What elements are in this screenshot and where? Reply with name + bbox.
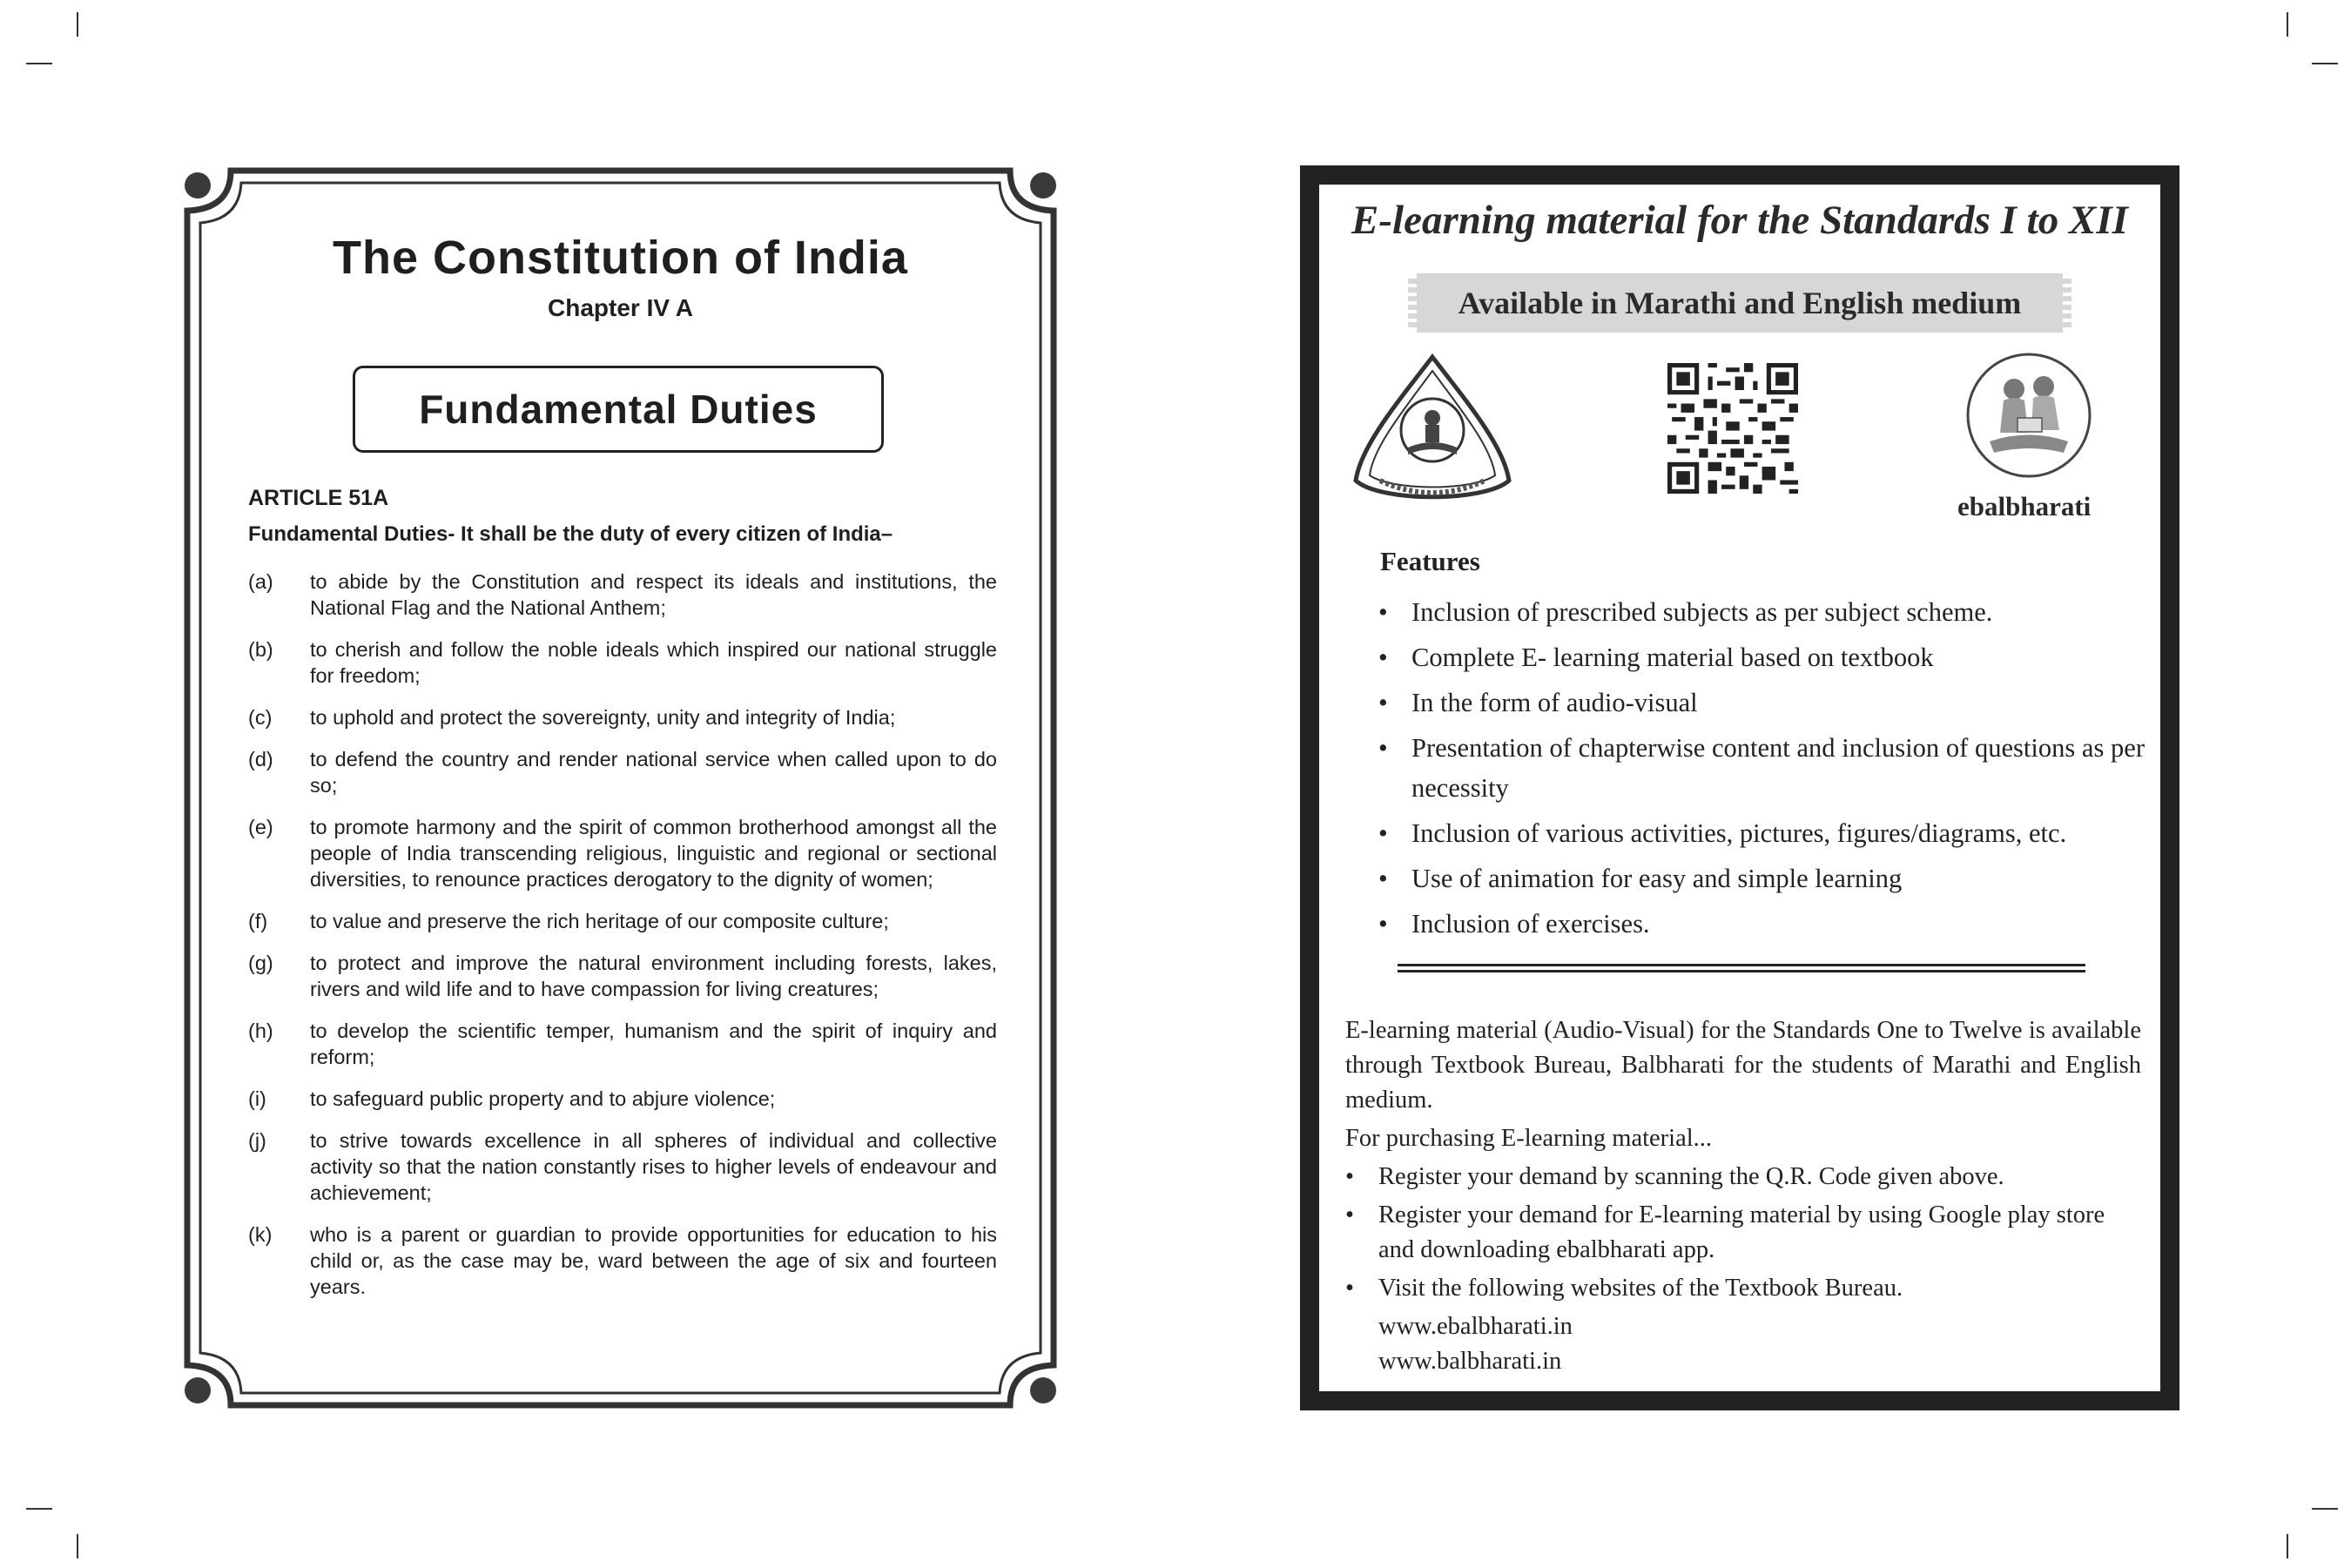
crop-mark <box>26 63 52 64</box>
crop-mark <box>26 1508 52 1510</box>
crop-mark <box>77 1534 78 1558</box>
medium-banner: Available in Marathi and English medium <box>1417 273 2063 333</box>
list-item: (e) to promote harmony and the spirit of common brotherhood amongst all the people of India transcending religious, linguistic and regional or sectional diversities, to renounce practices derogatory to the dignity of women; <box>248 816 997 891</box>
list-item: (i) to safeguard public property and to abjure violence; <box>248 1087 776 1110</box>
list-item: • Inclusion of prescribed subjects as per subject scheme. <box>1378 597 1993 627</box>
duties-list <box>248 569 997 1316</box>
website-link[interactable]: www.ebalbharati.in <box>1378 1313 1573 1340</box>
elearning-title: E-learning material for the Standards I to XII <box>1351 198 2128 243</box>
purchase-heading: For purchasing E-learning material... <box>1345 1125 1713 1152</box>
chapter-label: Chapter IV A <box>548 294 693 321</box>
list-item: (j) to strive towards excellence in all spheres of individual and collective activity so that the nation constantly rises to higher levels of endeavour and achievement; <box>248 1129 997 1204</box>
features-heading: Features <box>1380 546 1480 576</box>
list-item: • Complete E- learning material based on textbook <box>1378 643 1934 672</box>
availability-paragraph: E-learning material (Audio-Visual) for the Standards One to Twelve is available through Textbook Bureau, Balbharati for the students of Marathi and English medium. <box>1345 1017 2141 1114</box>
crop-mark <box>2312 1508 2338 1510</box>
list-item: (c) to uphold and protect the sovereignty, unity and integrity of India; <box>248 706 896 729</box>
list-item: • In the form of audio-visual <box>1378 688 1698 717</box>
list-item: • Inclusion of exercises. <box>1378 909 1650 939</box>
list-item: • Presentation of chapterwise content and inclusion of questions as per necessity <box>1378 733 2145 803</box>
list-item: • Inclusion of various activities, pictures, figures/diagrams, etc. <box>1378 818 2067 848</box>
section-title-box: Fundamental Duties <box>353 366 884 453</box>
list-item: • Register your demand for E-learning material by using Google play store and downloading ebalbharati app. <box>1345 1201 2105 1263</box>
article-intro: Fundamental Duties- It shall be the duty of every citizen of India– <box>248 522 893 546</box>
elearning-content <box>1319 185 2160 1391</box>
double-rule-divider <box>1398 964 2085 972</box>
crop-mark <box>2287 1534 2288 1558</box>
qr-code-icon <box>1667 363 1798 494</box>
features-list <box>1378 592 2145 949</box>
list-item: (g) to protect and improve the natural environment including forests, lakes, rivers and wild life and to have compassion for living creatures; <box>248 952 997 1000</box>
ebalbharati-children-logo-icon <box>1964 350 2094 481</box>
list-item: (k) who is a parent or guardian to provide opportunities for education to his child or, as the case may be, ward between the age of six and fourteen years. <box>248 1223 997 1298</box>
ebalbharati-label: ebalbharati <box>1957 491 2092 522</box>
list-item: (f) to value and preserve the rich heritage of our composite culture; <box>248 910 889 932</box>
crop-mark <box>2312 63 2338 64</box>
page-title: The Constitution of India <box>333 232 908 284</box>
list-item: (b) to cherish and follow the noble ideals which inspired our national struggle for freedom; <box>248 638 997 687</box>
elearning-panel <box>1300 165 2179 1410</box>
list-item: (d) to defend the country and render national service when called upon to do so; <box>248 748 997 797</box>
constitution-panel <box>179 165 1062 1410</box>
list-item: • Register your demand by scanning the Q.R. Code given above. <box>1345 1163 2004 1190</box>
balbharati-logo-icon <box>1345 350 1519 515</box>
purchase-list <box>1345 1160 2141 1379</box>
crop-mark <box>2287 12 2288 37</box>
list-item: (h) to develop the scientific temper, humanism and the spirit of inquiry and reform; <box>248 1020 997 1068</box>
crop-mark <box>77 12 78 37</box>
list-item: • Visit the following websites of the Textbook Bureau. <box>1345 1275 1903 1302</box>
website-link[interactable]: www.balbharati.in <box>1378 1348 1562 1375</box>
article-heading: ARTICLE 51A <box>248 486 389 510</box>
list-item: • Use of animation for easy and simple learning <box>1378 864 1903 893</box>
list-item: (a) to abide by the Constitution and respect its ideals and institutions, the National Flag and the National Anthem; <box>248 570 997 619</box>
